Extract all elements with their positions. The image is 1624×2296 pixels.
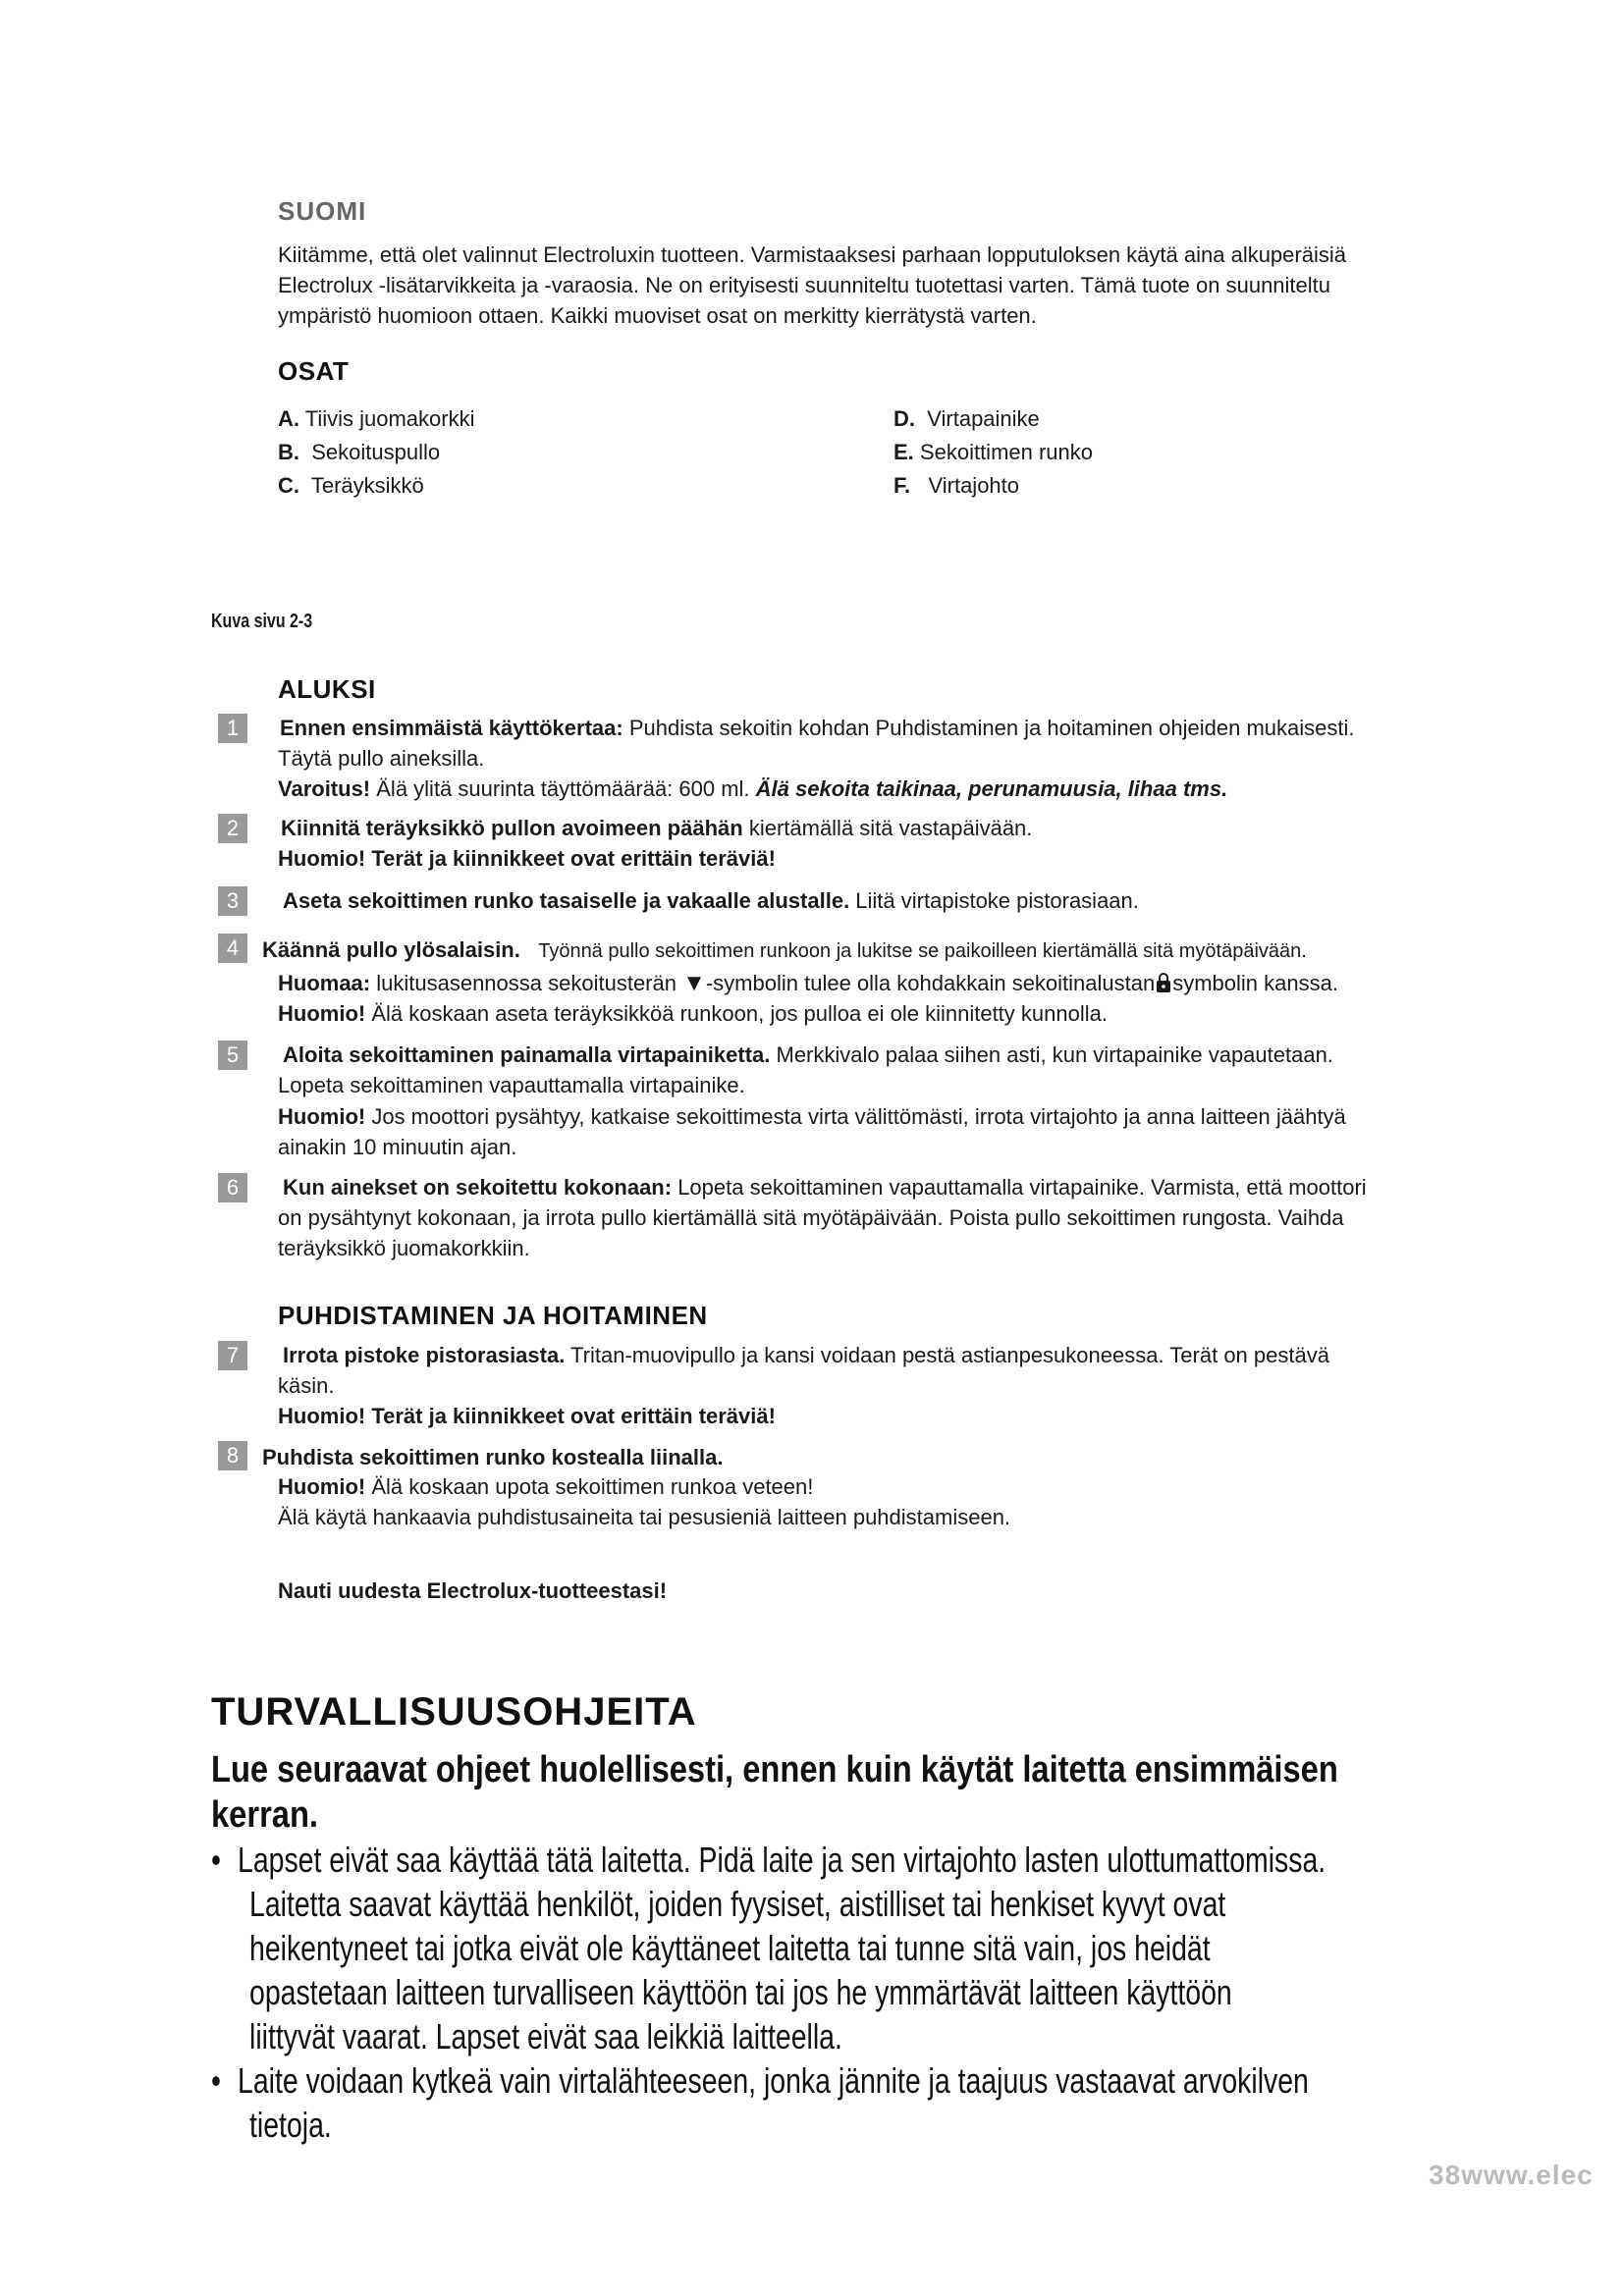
- note-text: symbolin kanssa.: [1172, 971, 1338, 995]
- step-7-text: Tritan-muovipullo ja kansi voidaan pestä astianpesukoneessa. Terät on pestävä: [565, 1343, 1329, 1367]
- part-letter: F.: [893, 473, 911, 498]
- safety-bullet-2-line-1: Laite voidaan kytkeä vain virtalähteeseen, jonka jännite ja taajuus vastaavat arvokilven: [238, 2060, 1309, 2101]
- step-6-line-2: on pysähtynyt kokonaan, ja irrota pullo kiertämällä sitä myötäpäivään. Poista pullo sekoittimen rungosta. Vaihda: [278, 1205, 1344, 1230]
- warning-italic: Älä sekoita taikinaa, perunamuusia, lihaa tms.: [755, 776, 1228, 801]
- warning-text: Älä ylitä suurinta täyttömäärää: 600 ml.: [370, 776, 756, 801]
- part-letter: E.: [893, 440, 914, 464]
- step-7-line-2: käsin.: [278, 1373, 335, 1398]
- part-item-b: [278, 438, 440, 467]
- step-4-warning: [278, 999, 1108, 1029]
- step-badge-8: 8: [218, 1441, 247, 1470]
- safety-subtitle-line-2: kerran.: [211, 1794, 319, 1836]
- safety-bullet-1-line-3: heikentyneet tai jotka eivät ole käyttäneet laitetta tai tunne sitä vain, jos heidät: [249, 1928, 1211, 1968]
- step-3-line-1: [283, 886, 1139, 916]
- part-label: Sekoittimen runko: [919, 440, 1094, 464]
- part-item-c: [278, 471, 424, 501]
- figure-reference: Kuva sivu 2-3: [211, 611, 313, 632]
- step-8-line-1: Puhdista sekoittimen runko kostealla liinalla.: [262, 1445, 724, 1469]
- step-4-bold: Käännä pullo ylösalaisin.: [262, 937, 520, 962]
- step-1-line-1: [280, 714, 1355, 743]
- part-letter: C.: [278, 473, 299, 498]
- step-7-line-1: [283, 1341, 1329, 1370]
- safety-bullet-1-line-1: Lapset eivät saa käyttää tätä laitetta. Pidä laite ja sen virtajohto lasten ulottumattomissa.: [238, 1840, 1326, 1880]
- note-label: Huomaa:: [278, 971, 371, 995]
- step-4-line-1: [262, 935, 1307, 966]
- warning-label: Huomio!: [278, 1104, 366, 1129]
- warning-text: Älä koskaan upota sekoittimen runkoa veteen!: [365, 1474, 814, 1499]
- part-letter: B.: [278, 440, 299, 464]
- part-item-a: [278, 404, 475, 434]
- part-label: Teräyksikkö: [310, 473, 424, 498]
- note-text: -symbolin tulee olla kohdakkain sekoitinalustan: [705, 971, 1156, 995]
- warning-text: Jos moottori pysähtyy, katkaise sekoittimesta virta välittömästi, irrota virtajohto ja anna laitteen jäähtyä: [365, 1104, 1346, 1129]
- step-4-note: [278, 969, 1338, 1001]
- warning-text: Älä koskaan aseta teräyksikköä runkoon, jos pulloa ei ole kiinnitetty kunnolla.: [365, 1001, 1108, 1026]
- section-title-cleaning: PUHDISTAMINEN JA HOITAMINEN: [278, 1301, 708, 1330]
- part-label: Tiivis juomakorkki: [304, 406, 475, 431]
- warning-label: Huomio!: [278, 1474, 366, 1499]
- intro-line-2: Electrolux -lisätarvikkeita ja -varaosia. Ne on erityisesti suunniteltu tuotettasi varten. Tämä tuote on suunniteltu: [278, 273, 1331, 297]
- enjoy-message: Nauti uudesta Electrolux-tuotteestasi!: [278, 1578, 668, 1603]
- step-6-line-3: teräyksikkö juomakorkkiin.: [278, 1236, 530, 1260]
- safety-bullet-2-line-2: tietoja.: [249, 2105, 332, 2145]
- part-item-f: [893, 471, 1019, 501]
- bullet-marker: •: [211, 2060, 221, 2101]
- step-8-warning: [278, 1472, 813, 1502]
- section-title-suomi: SUOMI: [278, 196, 367, 226]
- part-letter: D.: [893, 406, 915, 431]
- step-1-text: Puhdista sekoitin kohdan Puhdistaminen ja hoitaminen ohjeiden mukaisesti.: [623, 716, 1355, 740]
- step-badge-7: 7: [218, 1341, 247, 1370]
- step-badge-3: 3: [218, 886, 247, 916]
- part-item-d: [893, 404, 1040, 434]
- step-5-warning: [278, 1102, 1346, 1132]
- step-2-text: kiertämällä sitä vastapäivään.: [742, 816, 1033, 840]
- step-5-text: Merkkivalo palaa siihen asti, kun virtapainike vapautetaan.: [770, 1042, 1333, 1067]
- safety-bullet-1-line-4: opastetaan laitteen turvalliseen käyttöön tai jos he ymmärtävät laitteen käyttöön: [249, 1972, 1232, 2012]
- step-3-text: Liitä virtapistoke pistorasiaan.: [849, 888, 1139, 913]
- step-1-line-2: Täytä pullo aineksilla.: [278, 746, 485, 771]
- part-label: Sekoituspullo: [311, 440, 441, 464]
- step-1-warning: [278, 774, 1227, 804]
- step-5-bold: Aloita sekoittaminen painamalla virtapainiketta.: [283, 1042, 771, 1067]
- page-footer-watermark: 38www.elec: [1429, 2160, 1594, 2190]
- step-6-bold: Kun ainekset on sekoitettu kokonaan:: [283, 1175, 673, 1200]
- step-7-note: Huomio! Terät ja kiinnikkeet ovat erittäin teräviä!: [278, 1404, 776, 1428]
- part-label: Virtajohto: [928, 473, 1020, 498]
- part-letter: A.: [278, 406, 299, 431]
- step-badge-2: 2: [218, 814, 247, 843]
- step-badge-6: 6: [218, 1173, 247, 1202]
- step-3-bold: Aseta sekoittimen runko tasaiselle ja vakaalle alustalle.: [283, 888, 850, 913]
- step-6-text: Lopeta sekoittaminen vapauttamalla virtapainike. Varmista, että moottori: [672, 1175, 1367, 1200]
- bullet-marker: •: [211, 1840, 221, 1880]
- safety-subtitle-line-1: Lue seuraavat ohjeet huolellisesti, ennen kuin käytät laitetta ensimmäisen: [211, 1749, 1338, 1790]
- step-1-bold: Ennen ensimmäistä käyttökertaa:: [280, 716, 623, 740]
- step-8-line-3: Älä käytä hankaavia puhdistusaineita tai pesusieniä laitteen puhdistamiseen.: [278, 1505, 1011, 1529]
- step-5-warning-line-2: ainakin 10 minuutin ajan.: [278, 1135, 517, 1159]
- step-4-text: Työnnä pullo sekoittimen runkoon ja lukitse se paikoilleen kiertämällä sitä myötäpäivään.: [538, 940, 1307, 962]
- warning-label: Varoitus!: [278, 776, 371, 801]
- step-badge-5: 5: [218, 1041, 247, 1070]
- triangle-down-icon: ▼: [682, 970, 706, 996]
- safety-bullet-1-line-2: Laitetta saavat käyttää henkilöt, joiden fyysiset, aistilliset tai henkiset kyvyt ovat: [249, 1884, 1226, 1924]
- step-badge-4: 4: [218, 934, 247, 963]
- warning-label: Huomio!: [278, 1001, 366, 1026]
- intro-line-1: Kiitämme, että olet valinnut Electroluxin tuotteen. Varmistaaksesi parhaan lopputuloksen käytä aina alkuperäisiä: [278, 242, 1346, 267]
- note-text: lukitusasennossa sekoitusterän: [370, 971, 683, 995]
- step-7-bold: Irrota pistoke pistorasiasta.: [283, 1343, 566, 1367]
- section-title-osat: OSAT: [278, 356, 350, 386]
- step-5-line-2: Lopeta sekoittaminen vapauttamalla virtapainike.: [278, 1073, 745, 1097]
- step-5-line-1: [283, 1041, 1333, 1070]
- step-2-bold: Kiinnitä teräyksikkö pullon avoimeen päähän: [281, 816, 743, 840]
- safety-bullet-1-line-5: liittyvät vaarat. Lapset eivät saa leikkiä laitteella.: [249, 2016, 842, 2056]
- section-title-aluksi: ALUKSI: [278, 674, 376, 704]
- lock-icon: [1156, 972, 1171, 1001]
- part-item-e: [893, 438, 1093, 467]
- step-6-line-1: [283, 1173, 1367, 1202]
- step-2-note: Huomio! Terät ja kiinnikkeet ovat erittäin teräviä!: [278, 846, 776, 871]
- step-2-line-1: [281, 814, 1032, 843]
- step-badge-1: 1: [218, 714, 247, 743]
- intro-line-3: ympäristö huomioon ottaen. Kaikki muoviset osat on merkitty kierrätystä varten.: [278, 303, 1037, 328]
- part-label: Virtapainike: [927, 406, 1040, 431]
- safety-title: TURVALLISUUSOHJEITA: [211, 1690, 697, 1734]
